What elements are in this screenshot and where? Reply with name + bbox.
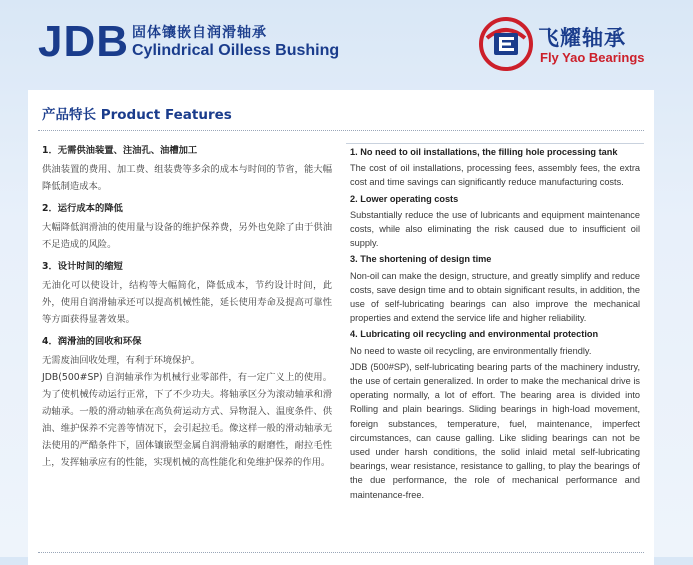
brand-jdb-mark: JDB	[38, 17, 130, 66]
feature-body-cn-detail: JDB(500#SP) 自润轴承作为机械行业零部件，有一定广义上的使用。为了使机械传动运行正常，下了不少功夫。将轴承区分为滚动轴承和滑动轴承。一般的滑动轴承在高负荷运动方式、异物混入、温度条件、供油、维护保养不完善等情况下，会引起拉毛。像这样一般的滑动轴承无法使用的严酷条件下，固体镶嵌型金属自润滑轴承的耐磨性，耐拉毛性上，发挥轴承应有的性能，实现机械的高性能化和免维护保养的作用。	[42, 372, 332, 468]
feature-body-en-detail: JDB (500#SP), self-lubricating bearing parts of the machinery industry, the use of certain generalized. In order to make the mechanical drive is operating normally, a lot of effort. The bearing area is divided into Rolling and plain bearings. Sliding bearings in high-load movement, foreign substances, temperature, fuel, maintenance, imperfect circumstances, can cause galling. Like sliding bearings can not be used under harsh conditions, the solid inlaid metal self-lubricating bearings, wear resistance, resistance to galling, to play the bearings of the due performance, the role of mechanical performance and maintenance-free.	[350, 361, 640, 500]
header	[0, 0, 693, 88]
bottom-divider	[38, 552, 644, 553]
feature-body-en: Non-oil can make the design, structure, and greatly simplify and reduce costs, save design time and to obtain significant results, in addition, the use of self-lubricating bearings can also improve the mechanical properties and extend the service life and higher reliability.	[350, 270, 640, 324]
product-features-card	[28, 90, 654, 565]
feature-heading-en: 4. Lubricating oil recycling and environmental protection	[350, 329, 599, 340]
company-english-name: Fly Yao Bearings	[540, 50, 645, 65]
brand-english-name: Cylindrical Oilless Bushing	[132, 42, 340, 59]
feature-body-cn: 无油化可以使设计，结构等大幅简化，降低成本，节约设计时间，此外，使用自润滑轴承还可以提高机械性能，延长使用寿命及提高可靠性等方面获得显著效果。	[42, 280, 332, 325]
feature-body-en: No need to waste oil recycling, are environmentally friendly.	[350, 345, 592, 356]
feature-heading-en: 3. The shortening of design time	[350, 254, 492, 265]
features-english-column	[350, 145, 640, 502]
feature-heading-en: 1. No need to oil installations, the filling hole processing tank	[350, 147, 618, 157]
feature-heading-cn: 3．设计时间的缩短	[42, 261, 123, 272]
features-chinese-column	[42, 142, 332, 471]
company-chinese-name: 飞耀轴承	[538, 26, 626, 50]
title-divider	[38, 130, 644, 131]
feature-body-en: The cost of oil installations, processing fees, assembly fees, the extra cost and time savings can significantly reduce manufacturing costs.	[350, 163, 640, 188]
feature-body-cn: 无需废油回收处理，有利于环境保护。	[42, 355, 201, 366]
section-title: 产品特长 Product Features	[42, 107, 232, 123]
feature-body-cn: 大幅降低润滑油的使用量与设备的维护保养费，另外也免除了由于供油不足造成的风险。	[42, 222, 332, 250]
fly-yao-logo-icon	[478, 16, 534, 72]
right-column-top-rule	[346, 143, 644, 144]
feature-body-cn: 供油装置的费用、加工费、组装费等多余的成本与时间的节省，能大幅降低制造成本。	[42, 164, 332, 192]
feature-heading-en: 2. Lower operating costs	[350, 193, 459, 204]
brand-chinese-name: 固体镶嵌自润滑轴承	[132, 25, 267, 41]
feature-heading-cn: 1．无需供油装置、注油孔、油槽加工	[42, 145, 198, 156]
feature-heading-cn: 4．润滑油的回收和环保	[42, 336, 142, 347]
feature-body-en: Substantially reduce the use of lubricants and equipment maintenance costs, while also eliminating the risk caused due to insufficient oil supply.	[350, 209, 640, 249]
feature-heading-cn: 2．运行成本的降低	[42, 203, 123, 214]
